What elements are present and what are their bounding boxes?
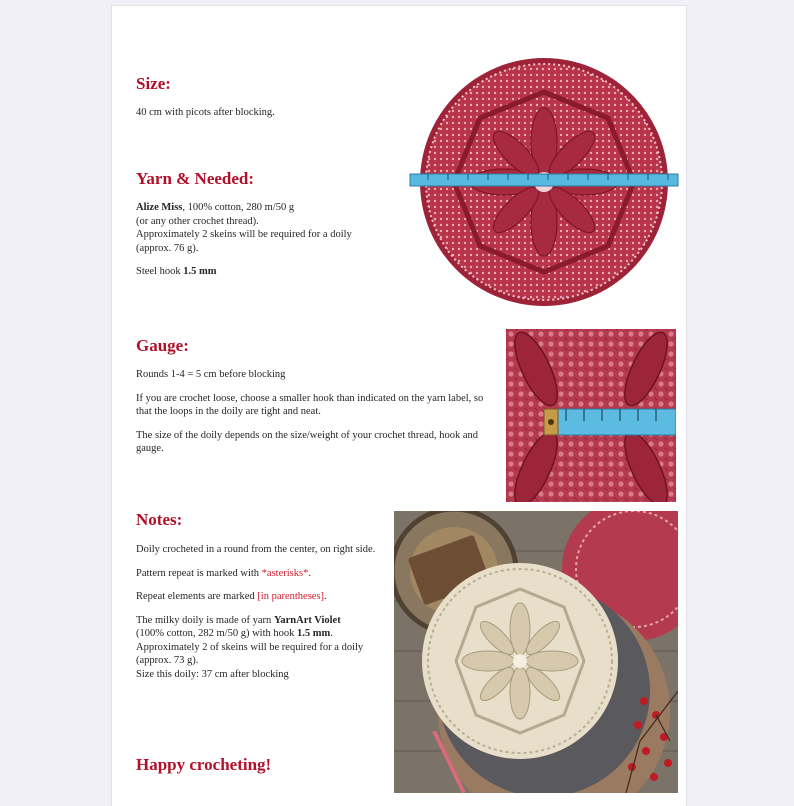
- note-yarn-brand: YarnArt Violet: [273, 614, 341, 626]
- gauge-photo: [506, 329, 676, 502]
- yarn-line-4: (approx. 76 g).: [136, 242, 199, 254]
- hook-size: 1.5 mm: [183, 266, 217, 277]
- gauge-heading: Gauge:: [136, 336, 189, 355]
- note-1: Doily crocheted in a round from the center, on right side.: [136, 544, 376, 555]
- closing-heading: Happy crocheting!: [136, 755, 272, 774]
- yarn-line-2: (or any other crochet thread).: [136, 215, 259, 227]
- yarn-brand: Alize Miss: [136, 202, 183, 213]
- doily-photo-icon: [408, 54, 684, 312]
- note-3: Repeat elements are marked [in parentheses].: [136, 591, 327, 602]
- gauge-rounds: Rounds 1-4 = 5 cm before blocking: [136, 369, 286, 380]
- yarn-block: [136, 201, 406, 279]
- note-4: The milky doily is made of yarn YarnArt Violet (100% cotton, 282 m/50 g) with hook 1.5 mm. Approximately 2 of skeins will be required for a doily (approx. 73 g). Size this doily: 37 cm after blocking: [136, 614, 364, 680]
- size-heading: Size:: [136, 74, 171, 93]
- size-text: 40 cm with picots after blocking.: [136, 107, 275, 118]
- styled-doily-photo-icon: [394, 511, 678, 793]
- notes-heading: Notes:: [136, 510, 183, 529]
- gauge-tape: [552, 409, 676, 435]
- yarn-heading: Yarn & Needed:: [136, 169, 255, 188]
- doily-photo: [408, 54, 684, 312]
- parentheses-mark: [in parentheses]: [257, 591, 325, 602]
- hook-prefix: Steel hook: [136, 266, 184, 277]
- note-2: Pattern repeat is marked with *asterisks*.: [136, 567, 311, 579]
- gauge-block: [136, 368, 490, 456]
- yarn-line-1: [136, 201, 406, 215]
- yarn-spec: , 100% cotton, 280 m/50 g: [182, 202, 295, 213]
- notes-block: [136, 543, 388, 681]
- gauge-closeup-photo-icon: [506, 329, 676, 502]
- styled-photo: [394, 511, 678, 793]
- hook-line: [136, 265, 406, 279]
- gauge-depends: The size of the doily depends on the size/weight of your crochet thread, hook and gauge.: [136, 429, 479, 454]
- document-page: [112, 6, 686, 806]
- gauge-loose: If you are crochet loose, choose a smaller hook than indicated on the yarn label, so that the loops in the doily are tight and neat.: [136, 392, 484, 417]
- yarn-line-3: Approximately 2 skeins will be required for a doily: [136, 229, 352, 240]
- asterisks-mark: *asterisks*: [261, 567, 309, 579]
- note-hook-size: 1.5 mm: [297, 628, 331, 639]
- measuring-tape: [410, 174, 678, 186]
